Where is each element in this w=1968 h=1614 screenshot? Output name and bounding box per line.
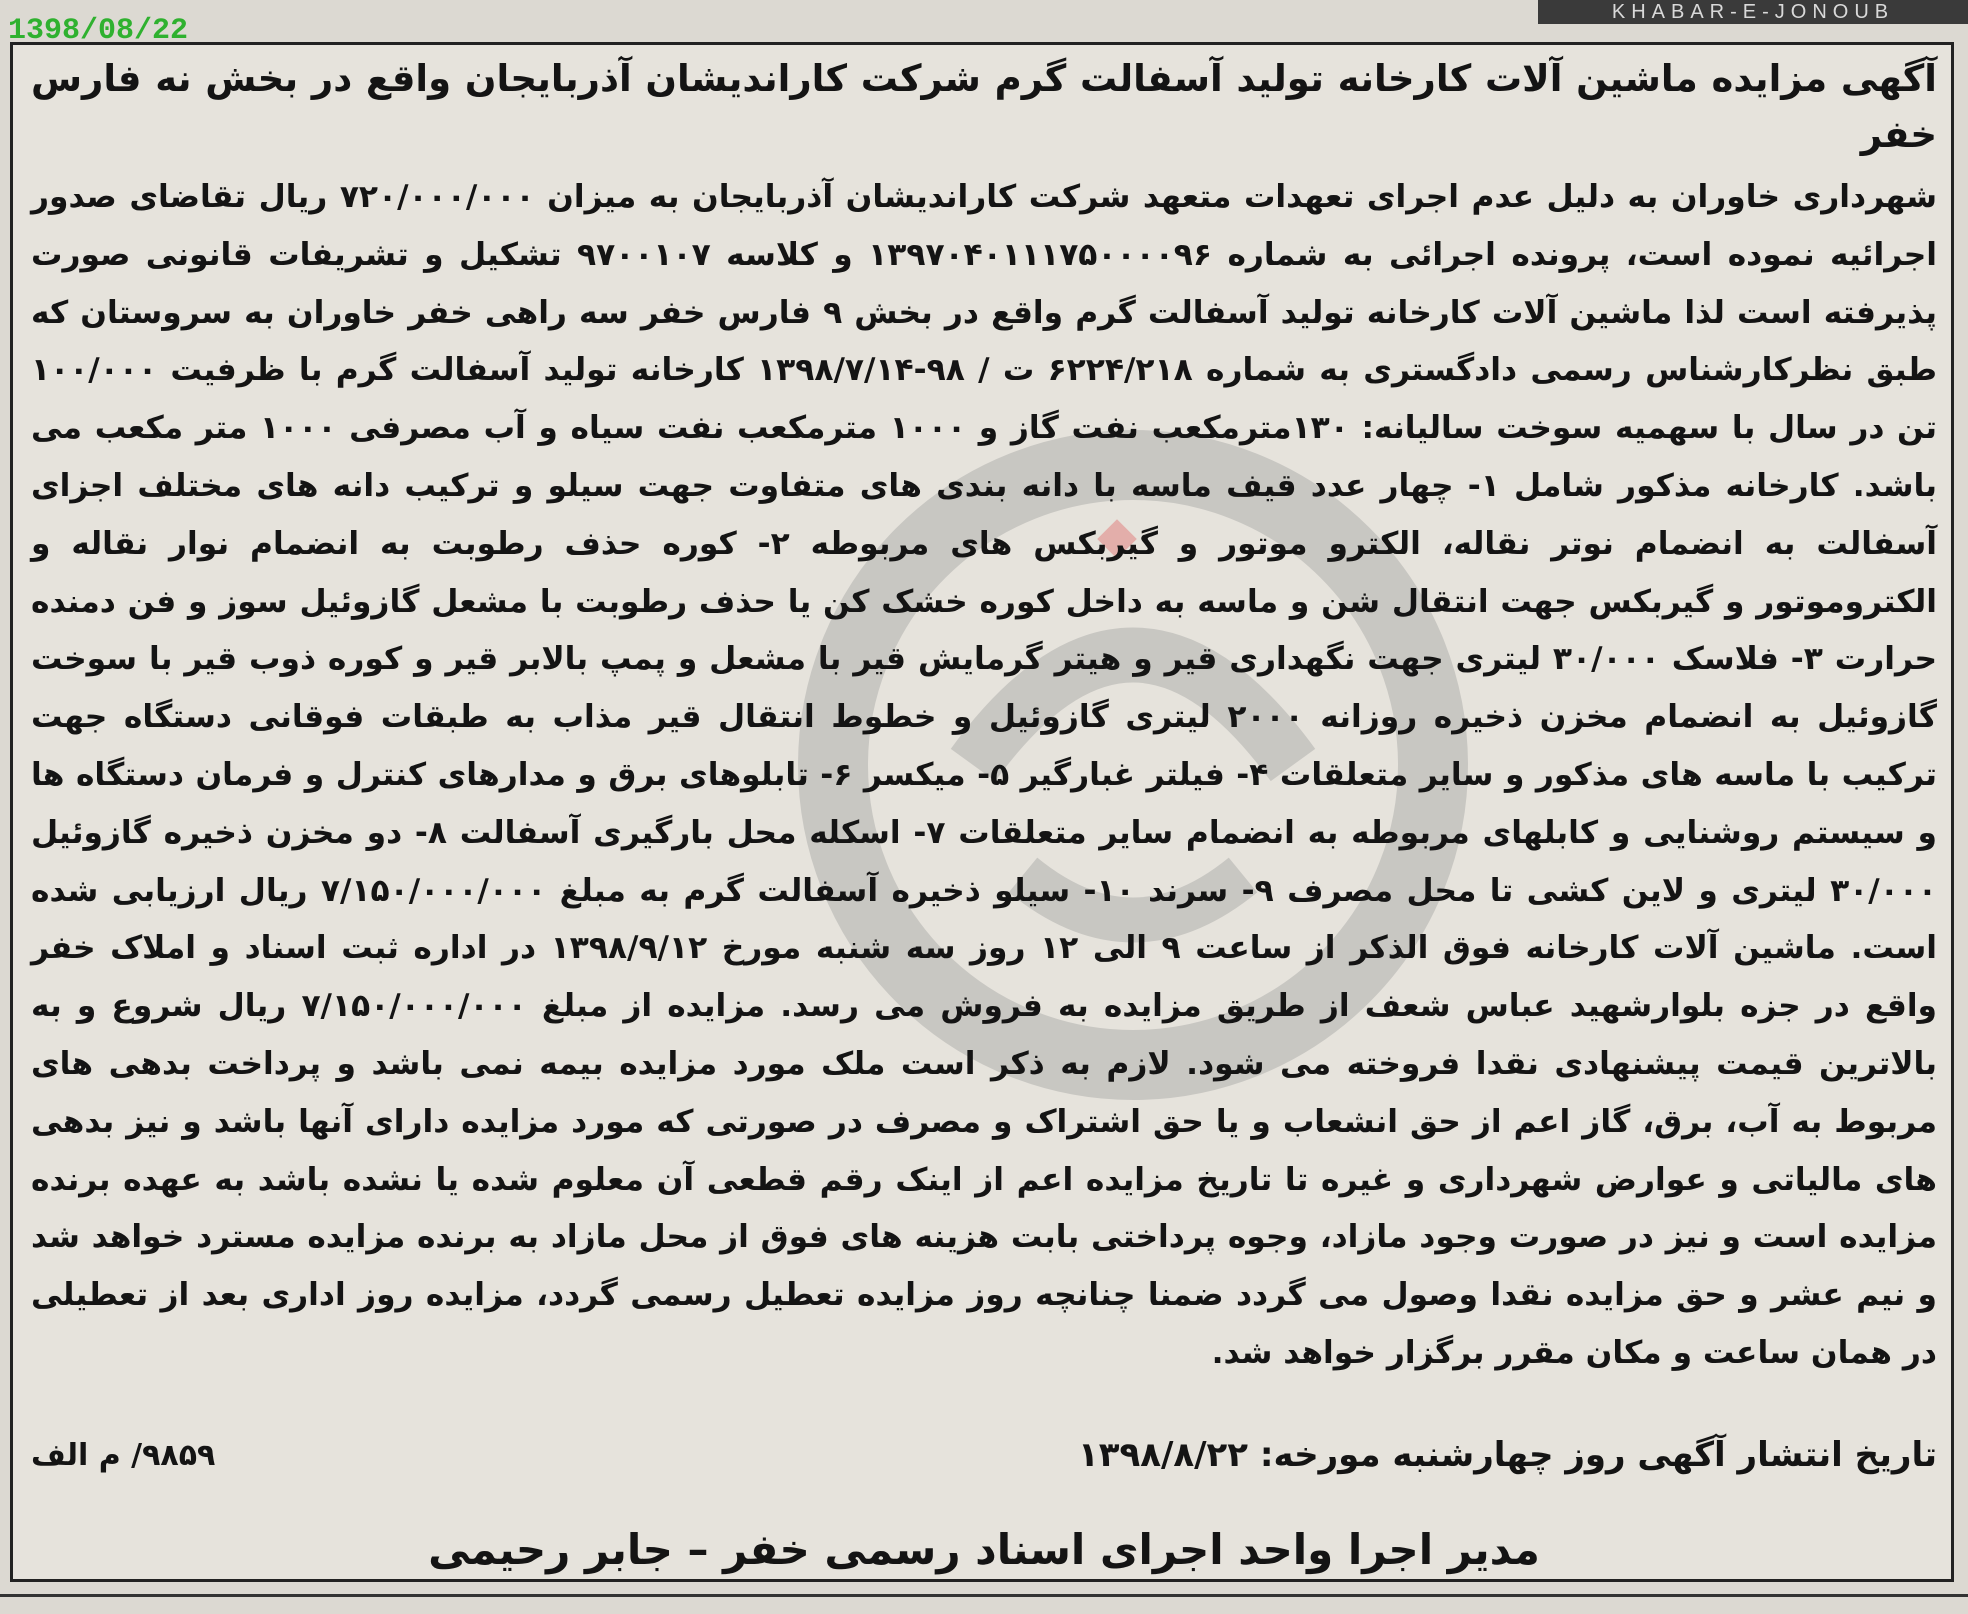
ad-code: ۹۸۵۹/ م الف [31,1437,216,1473]
signature-line: مدیر اجرا واحد اجرای اسناد رسمی خفر – جابر رحیمی [428,1525,1540,1574]
notice-body: شهرداری خاوران به دلیل عدم اجرای تعهدات متعهد شرکت کاراندیشان آذربایجان به میزان ۷۲۰/۰۰۰/۰۰۰ ریال تقاضای صدور اجرائیه نموده است، پرونده اجرائی به شماره ۱۳۹۷۰۴۰۱۱۱۷۵۰۰۰۰۹۶ و کلاسه ۹۷۰۰۱۰۷ تشکیل و تشریفات قانونی صورت پذیرفته است لذا ماشین آلات کارخانه تولید آسفالت گرم واقع در بخش ۹ فارس خفر سه راهی خفر خاوران به سروستان که طبق نظرکارشناس رسمی دادگستری به شماره ۶۲۲۴/۲۱۸ ت / ۹۸-۱۳۹۸/۷/۱۴ کارخانه تولید آسفالت گرم با ظرفیت ۱۰۰/۰۰۰ تن در سال با سهمیه سوخت سالیانه: ۱۳۰مترمکعب نفت گاز و ۱۰۰۰ مترمکعب نفت سیاه و آب مصرفی ۱۰۰۰ متر مکعب می باشد. کارخانه مذکور شامل ۱- چهار عدد قیف ماسه با دانه بندی های متفاوت جهت سیلو و ترکیب دانه های مختلف اجزای آسفالت به انضمام نوتر نقاله، الکترو موتور و گیربکس های مربوطه ۲- کوره حذف رطوبت به انضمام نوار نقاله و الکتروموتور و گیربکس جهت انتقال شن و ماسه به داخل کوره خشک کن یا حذف رطوبت با مشعل گازوئیل سوز و فن دمنده حرارت ۳- فلاسک ۳۰/۰۰۰ لیتری جهت نگهداری قیر و هیتر گرمایش قیر با مشعل و پمپ بالابر قیر و کوره ذوب قیر با سوخت گازوئیل به انضمام مخزن ذخیره روزانه ۲۰۰۰ لیتری گازوئیل و خطوط انتقال قیر مذاب به طبقات فوقانی دستگاه جهت ترکیب با ماسه های مذکور و سایر متعلقات ۴- فیلتر غبارگیر ۵- میکسر ۶- تابلوهای برق و مدارهای کنترل و فرمان دستگاه ها و سیستم روشنایی و کابلهای مربوطه به انضمام سایر متعلقات ۷- اسکله محل بارگیری آسفالت ۸- دو مخزن ذخیره گازوئیل ۳۰/۰۰۰ لیتری و لاین کشی تا محل مصرف ۹- سرند ۱۰- سیلو ذخیره آسفالت گرم به مبلغ ۷/۱۵۰/۰۰۰/۰۰۰ ریال ارزیابی شده است. ماشین آلات کارخانه فوق الذکر از ساعت ۹ الی ۱۲ روز سه شنبه مورخ ۱۳۹۸/۹/۱۲ در اداره ثبت اسناد و املاک خفر واقع در جزه بلوارشهید عباس شعف از طریق مزایده به فروش می رسد. مزایده از مبلغ ۷/۱۵۰/۰۰۰/۰۰۰ ریال شروع و به بالاترین قیمت پیشنهادی نقدا فروخته می شود. لازم به ذکر است ملک مورد مزایده بیمه نمی باشد و پرداخت بدهی های مربوط به آب، برق، گاز اعم از حق انشعاب و یا حق اشتراک و مصرف در صورتی که مورد مزایده دارای آنها باشد و نیز بدهی های مالیاتی و عوارض شهرداری و غیره تا تاریخ مزایده اعم از اینک رقم قطعی آن معلوم شده یا نشده باشد به عهده برنده مزایده است و نیز در صورت وجود مازاد، وجوه پرداختی بابت هزینه های فوق از محل مازاد به برنده مزایده مسترد خواهد شد و نیم عشر و حق مزایده نقدا وصول می گردد ضمنا چنانچه روز مزایده تعطیل رسمی گردد، مزایده روز اداری بعد از تعطیلی در همان ساعت و مکان مقرر برگزار خواهد شد. [31,179,1938,1371]
ad-frame [10,42,1954,1582]
publication-date: تاریخ انتشار آگهی روز چهارشنبه مورخه: ۱۳۹۸/۸/۲۲ [1077,1435,1937,1475]
bottom-divider [0,1594,1968,1597]
publication-row [31,1435,1937,1475]
auction-notice [31,51,1937,1383]
date-stamp: 1398/08/22 [8,14,189,48]
notice-title: آگهی مزایده ماشین آلات کارخانه تولید آسفالت گرم شرکت کاراندیشان آذربایجان واقع در بخش نه فارس خفر [31,57,1937,156]
newspaper-masthead: KHABAR-E-JONOUB [1538,0,1968,24]
